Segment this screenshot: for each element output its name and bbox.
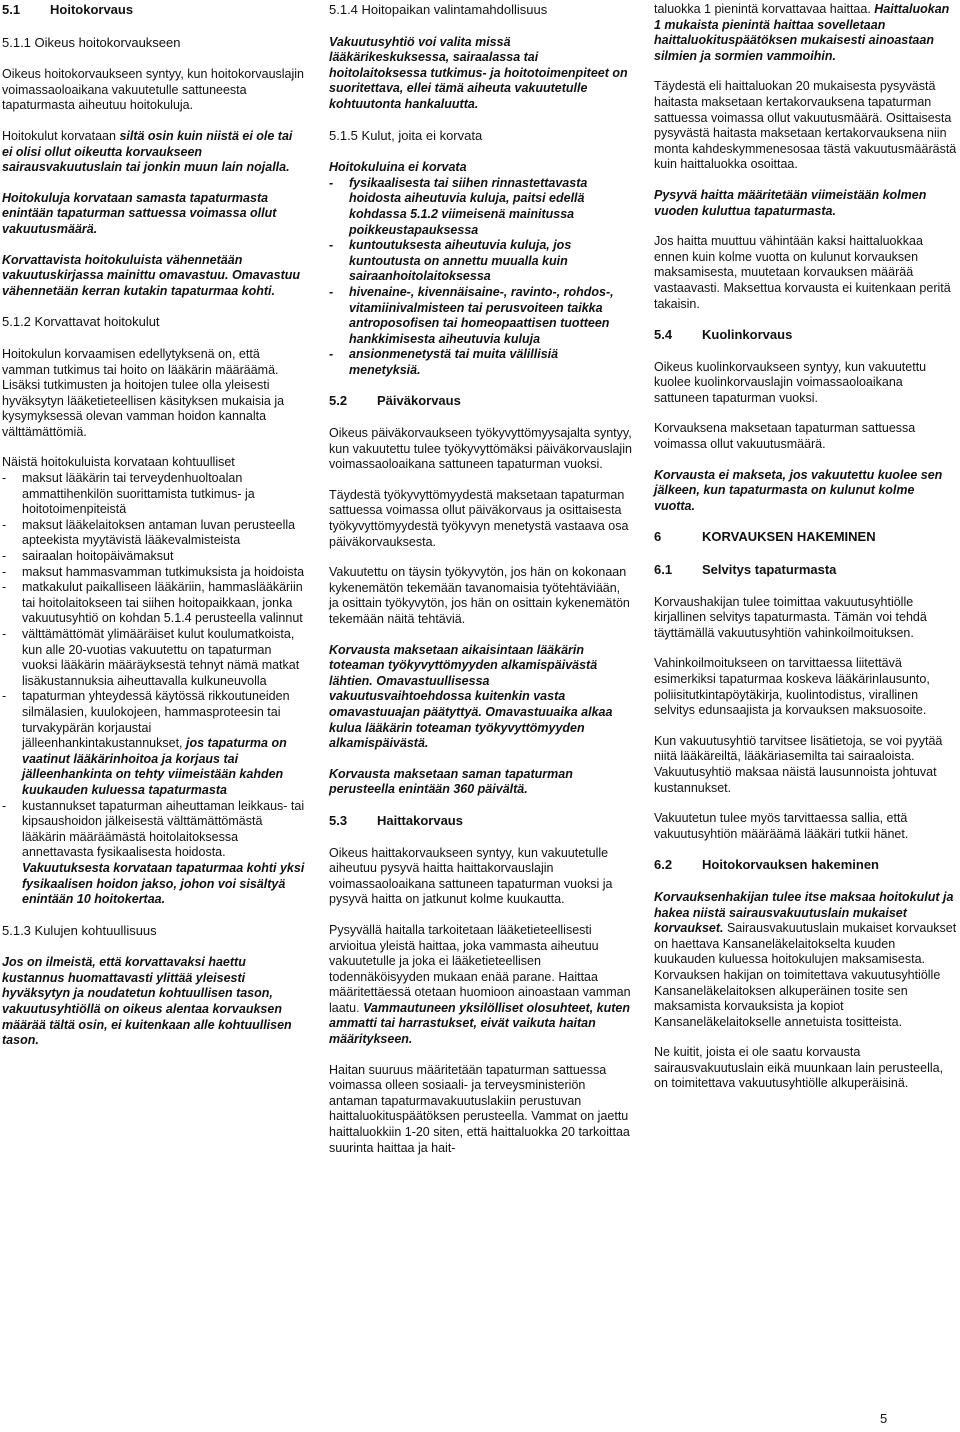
heading-5-3: 5.3 Haittakorvaus	[329, 812, 463, 828]
list-item: - hivenaine-, kivennäisaine-, ravinto-, rohdos-, vitamiinivalmisteen tai perusvoiteen taikka antroposofisen tai homeopaattisen tuotteen hankkimisesta aiheutuvia kuluja	[329, 284, 614, 346]
paragraph: Korvattavista hoitokuluista vähennetään vakuutuskirjassa mainittu omavastuu. Omavastuu vähennetään kerran kutakin tapaturmaa kohti.	[2, 252, 301, 298]
list-item: - matkakulut paikalliseen lääkäriin, hammaslääkäriin tai hoitolaitokseen tai siihen hoitopaikkaan, jonka vakuutusyhtiö on kohdan 5.1.4 perusteella valinnut	[2, 580, 303, 626]
paragraph: Hoitokulut korvataan siltä osin kuin niistä ei ole tai ei olisi ollut oikeutta korvaukseen sairausvakuutuslain tai jonkin muun lain nojalla.	[2, 128, 293, 175]
paragraph: Hoitokuluina ei korvata	[329, 160, 467, 175]
column-2	[329, 2, 632, 1171]
list-item: - fysikaalisesta tai siihen rinnastettavasta hoidosta aiheutuvia kuluja, paitsi edellä kohdassa 5.1.2 viimeisenä mainitussa poikkeustapauksessa	[329, 175, 588, 237]
list-item: - maksut lääkärin tai terveydenhuoltoalan ammattihenkilön suorittamista tutkimus- ja hoitotoimenpiteistä	[2, 471, 255, 517]
heading-5-1-3: 5.1.3 Kulujen kohtuullisuus	[2, 922, 157, 938]
excluded-costs-list	[329, 176, 632, 379]
paragraph: taluokka 1 pienintä korvattavaa haittaa. Haittaluokan 1 mukaista pienintä haittaa sovelletaan haittaluokituspäätöksen mukaisesti ainoastaan silmien ja sormien vammoihin.	[654, 2, 950, 63]
heading-5-1-4: 5.1.4 Hoitopaikan valintamahdollisuus	[329, 2, 548, 17]
list-item: - ansionmenetystä tai muita välillisiä menetyksiä.	[329, 347, 559, 377]
paragraph: Korvausta maksetaan aikaisintaan lääkärin toteaman työkyvyttömyyden alkamispäivästä lähtien. Omavastuullisessa vakuutusvaihtoehdossa kuitenkin vasta omavastuuajan päätyttyä. Omavastuuaika alkaa kulua lääkärin toteaman työkyvyttömyyden alkamispäivästä.	[329, 642, 613, 751]
heading-5-1-5: 5.1.5 Kulut, joita ei korvata	[329, 127, 483, 143]
paragraph: Oikeus kuolinkorvaukseen syntyy, kun vakuutettu kuolee kuolinkorvauslajin voimassaoloaikana sattuneen tapaturman vuoksi.	[654, 359, 927, 405]
list-item: - kustannukset tapaturman aiheuttaman leikkaus- tai kipsaushoidon jälkeisestä välttämättömästä lääkärin määräämästä hoitolaitoksessa annettavasta fysikaalisesta hoidosta. Vakuutuksesta korvataan tapaturmaa kohti yksi fysikaalisen hoidon jakso, johon voi sisältyä enintään 10 hoitokertaa.	[2, 798, 305, 907]
paragraph: Kun vakuutusyhtiö tarvitsee lisätietoja, se voi pyytää niitä lääkäreiltä, lääkäriasemilta tai sairaaloista. Vakuutusyhtiö maksaa näistä lausunnoista johtuvat kustannukset.	[654, 733, 943, 795]
paragraph: Pysyvällä haitalla tarkoitetaan lääketieteellisesti arvioitua yleistä haittaa, joka vammasta aiheutuu vakuutetulle ja joka ei lääketieteellisen todennäköisyyden mukaan enää parane. Haittaa määritettäessä otetaan huomioon ainoastaan vamman laatu. Vammautuneen yksilölliset olosuhteet, kuten ammatti tai harrastukset, eivät vaikuta haitan määritykseen.	[329, 922, 631, 1047]
heading-6-2: 6.2 Hoitokorvauksen hakeminen	[654, 857, 879, 873]
covered-costs-list	[2, 471, 305, 908]
paragraph: Jos haitta muuttuu vähintään kaksi haittaluokkaa ennen kuin kolme vuotta on kulunut korvauksen maksamisesta, muutetaan korvauksen määrää vastaavasti. Maksettua korvausta ei kuitenkaan peritä takaisin.	[654, 234, 951, 311]
heading-5-1-2: 5.1.2 Korvattavat hoitokulut	[2, 314, 160, 330]
paragraph: Ne kuitit, joista ei ole saatu korvausta sairausvakuutuslain eikä muunkaan lain perusteella, on toimitettava vakuutusyhtiölle alkuperäisinä.	[654, 1045, 944, 1091]
heading-5-1-1: 5.1.1 Oikeus hoitokorvaukseen	[2, 34, 181, 50]
heading-6: 6 KORVAUKSEN HAKEMINEN	[654, 529, 876, 545]
paragraph: Korvausta ei makseta, jos vakuutettu kuolee sen jälkeen, kun tapaturmasta on kulunut kolme vuotta.	[654, 467, 943, 513]
paragraph: Vahinkoilmoitukseen on tarvittaessa liitettävä esimerkiksi tapaturmaa koskeva lääkärinlausunto, poliisitutkintapöytäkirja, kuolintodistus, virallinen selvitys edunsaajista ja korvauksen maksuosoite.	[654, 656, 930, 718]
paragraph: Haitan suuruus määritetään tapaturman sattuessa voimassa olleen sosiaali- ja terveysministeriön antaman tapaturmavakuutuslakiin perustuvan haittaluokituspäätöksen perusteella. Vammat on jaettu haittaluokkiin 1-20 siten, että haittaluokka 20 tarkoittaa suurinta haittaa ja hait-	[329, 1062, 630, 1155]
list-item: - kuntoutuksesta aiheutuvia kuluja, jos kuntoutusta on annettu muualla kuin sairaanhoitolaitoksessa	[329, 238, 572, 284]
paragraph: Hoitokulun korvaamisen edellytyksenä on, että vamman tutkimus tai hoito on lääkärin määräämä. Lisäksi tutkimusten ja hoitojen tulee olla yleisesti hyväksytyn lääketieteellisen käsityksen mukaisia ja kysymyksessä olevan vamman hoidon kannalta välttämättömiä.	[2, 346, 285, 439]
paragraph: Näistä hoitokuluista korvataan kohtuulliset	[2, 455, 235, 470]
column-3	[654, 2, 957, 1107]
paragraph: Vakuutettu on täysin työkyvytön, jos hän on kokonaan kykenemätön tekemään tavanomaisia työtehtäviään, ja osittain työkyvytön, jos hän on osittain kykenemätön tekemään näitä tehtäviä.	[329, 565, 630, 626]
heading-6-1: 6.1 Selvitys tapaturmasta	[654, 562, 837, 578]
paragraph: Jos on ilmeistä, että korvattavaksi haettu kustannus huomattavasti ylittää yleisesti hyväksytyn ja noudatetun kohtuullisen tason, vakuutusyhtiöllä on oikeus alentaa korvauksen määrää tältä osin, ei kuitenkaan alle kohtuullisen tason.	[2, 955, 292, 1048]
paragraph: Korvauksenhakijan tulee itse maksaa hoitokulut ja hakea niistä sairausvakuutuslain mukaiset korvaukset. Sairausvakuutuslain mukaiset korvaukset on haettava Kansaneläkelaitokselta kuuden kuukauden kuluessa hoitokulujen maksamisesta. Korvauksen hakijan on toimitettava vakuutusyhtiölle Kansaneläkelaitoksen alkuperäinen tosite sen maksamista korvauksista ja kopiot Kansaneläkelaitokselle annetuista tositteista.	[654, 889, 957, 1029]
paragraph: Korvauksena maksetaan tapaturman sattuessa voimassa ollut vakuutusmäärä.	[654, 421, 916, 452]
paragraph: Täydestä eli haittaluokan 20 mukaisesta pysyvästä haitasta maksetaan kertakorvauksena tapaturman sattuessa voimassa ollut vakuutusmäärä. Osittaisesta pysyvästä haitasta maksetaan kertakorvauksena niin monta kahdeskymmenesosaa tästä vakuutusmäärästä kuin haittaluokka osoittaa.	[654, 79, 957, 172]
paragraph: Korvaushakijan tulee toimittaa vakuutusyhtiölle kirjallinen selvitys tapaturmasta. Tämän voi tehdä täyttämällä vakuutusyhtiön vahinkoilmoituksen.	[654, 594, 927, 640]
paragraph: Oikeus päiväkorvaukseen työkyvyttömyysajalta syntyy, kun vakuutettu tulee työkyvyttömäksi päiväkorvauslajin voimassaoloaikana sattuneen tapaturman vuoksi.	[329, 426, 632, 472]
paragraph: Pysyvä haitta määritetään viimeistään kolmen vuoden kuluttua tapaturmasta.	[654, 187, 927, 218]
paragraph: Hoitokuluja korvataan samasta tapaturmasta enintään tapaturman sattuessa voimassa ollut vakuutusmäärä.	[2, 190, 277, 236]
heading-5-4: 5.4 Kuolinkorvaus	[654, 327, 793, 343]
list-item: - sairaalan hoitopäivämaksut	[2, 549, 174, 564]
heading-5-1: 5.1 Hoitokorvaus	[2, 2, 134, 17]
paragraph: Vakuutetun tulee myös tarvittaessa sallia, että vakuutusyhtiön määräämä lääkäri tutkii hänet.	[654, 811, 909, 841]
paragraph: Oikeus hoitokorvaukseen syntyy, kun hoitokorvauslajin voimassaoloaikana vakuutetulle sattuneesta tapaturmasta aiheutuu hoitokuluja.	[2, 67, 305, 113]
paragraph: Oikeus haittakorvaukseen syntyy, kun vakuutetulle aiheutuu pysyvä haitta haittakorvauslajin voimassaoloaikana sattuneen tapaturman vuoksi ja pysyvä haitta on jatkunut kolme kuukautta.	[329, 845, 613, 907]
paragraph: Vakuutusyhtiö voi valita missä lääkärikeskuksessa, sairaalassa tai hoitolaitoksessa tutkimus- ja hoitotoimenpiteet on suoritettava, ellei tämä aiheuta vakuutetulle kohtuutonta hankaluutta.	[329, 34, 628, 111]
list-item: - maksut hammasvamman tutkimuksista ja hoidoista	[2, 564, 305, 579]
list-item: - tapaturman yhteydessä käytössä rikkoutuneiden silmälasien, kuulokojeen, hammasproteesin tai turvakypärän korjaustai jälleenhankintakustannukset, jos tapaturma on vaatinut lääkärinhoitoa ja korjaus tai jälleenhankinta on tehty viimeistään kahden kuukauden kuluessa tapaturmasta	[2, 689, 290, 797]
list-item: - maksut lääkelaitoksen antaman luvan perusteella apteekista myytävistä lääkevalmisteista	[2, 517, 296, 548]
page-number: 5	[880, 1411, 888, 1426]
list-item: - välttämättömät ylimääräiset kulut koulumatkoista, kun alle 20-vuotias vakuutettu on tapaturman vuoksi lääkärin määräyksestä tehnyt nämä matkat lisäkustannuksia aiheuttavalla kulkuneuvolla	[2, 627, 300, 688]
paragraph: Korvausta maksetaan saman tapaturman perusteella enintään 360 päivältä.	[329, 766, 573, 797]
column-1	[2, 2, 305, 1064]
paragraph: Täydestä työkyvyttömyydestä maksetaan tapaturman sattuessa voimassa ollut päiväkorvaus ja osittaisesta työkyvyttömyydestä työkyvyn menetystä vastaava osa päiväkorvauksesta.	[329, 487, 629, 549]
heading-5-2: 5.2 Päiväkorvaus	[329, 393, 461, 409]
